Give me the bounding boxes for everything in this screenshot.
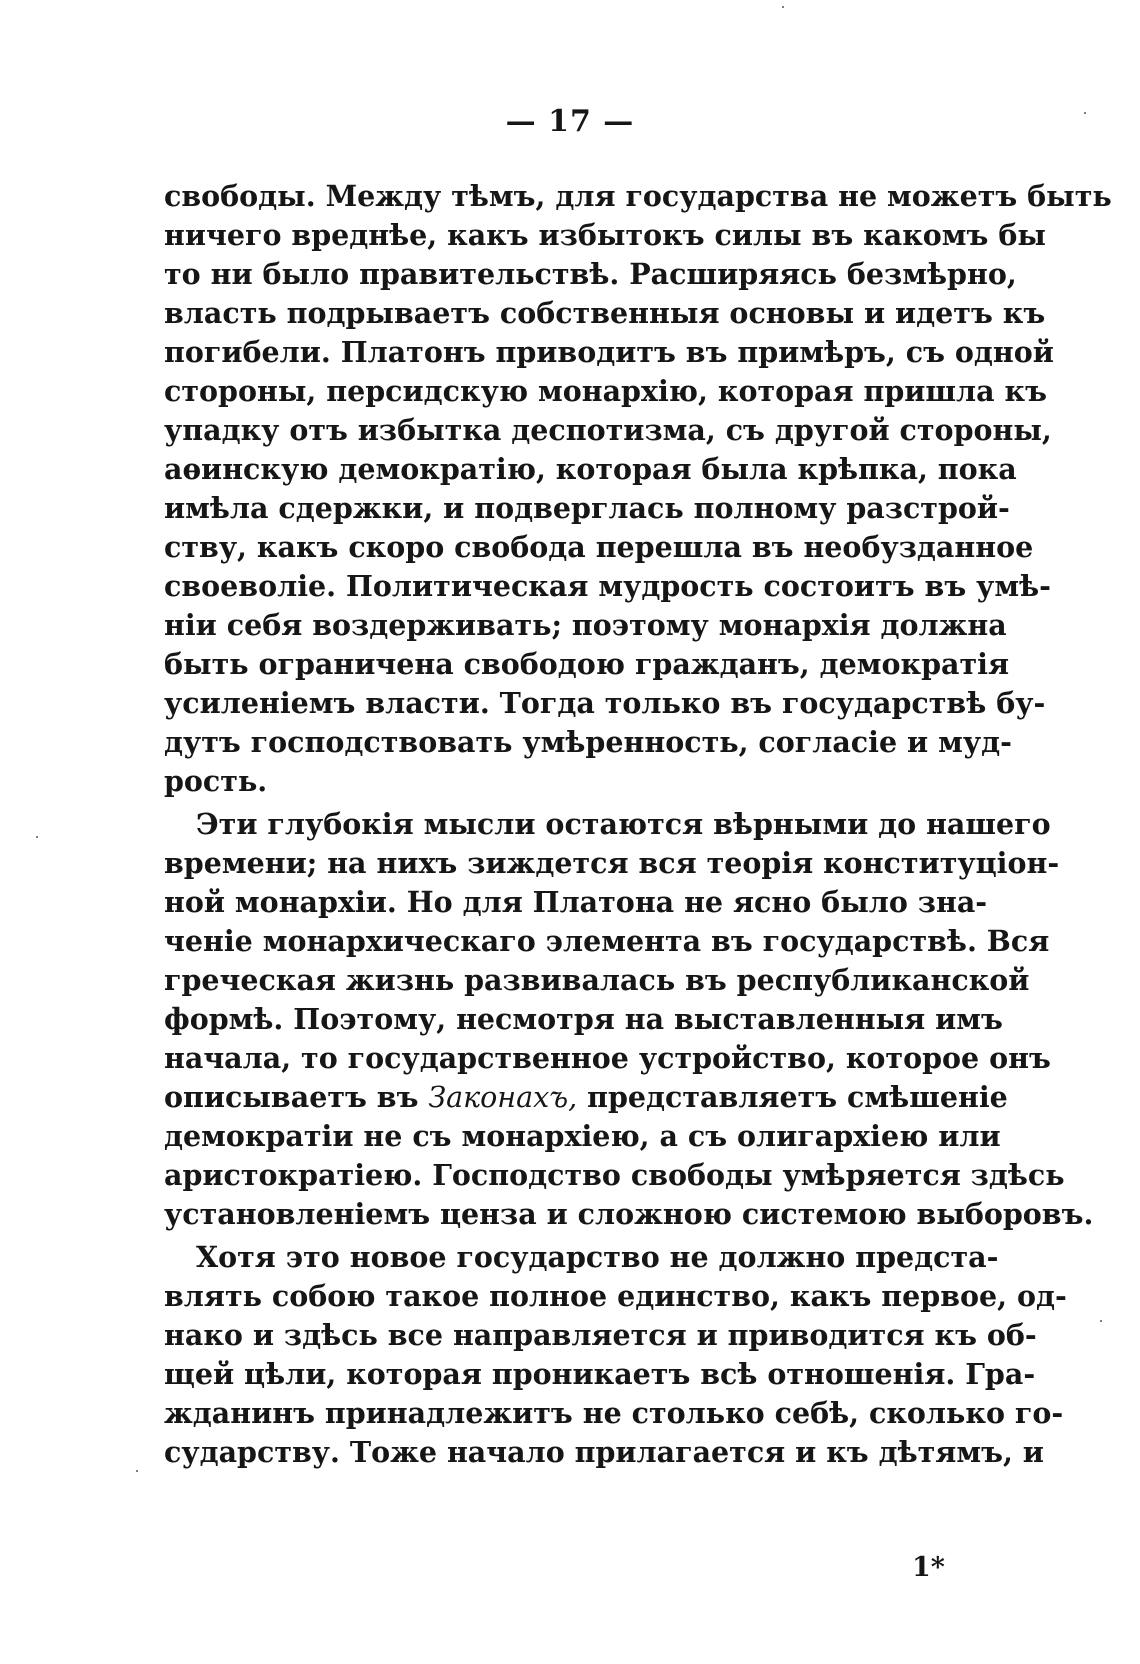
text-line: упадку отъ избытка деспотизма, съ другой стороны, bbox=[164, 413, 1052, 447]
text-line: начала, то государственное устройство, которое онъ bbox=[164, 1041, 1051, 1075]
text-line: дутъ господствовать умѣренность, согласіе и муд- bbox=[164, 725, 1012, 759]
text-line: ству, какъ скоро свобода перешла въ необузданное bbox=[164, 530, 1034, 564]
text-line: ничего вреднѣе, какъ избытокъ силы въ какомъ бы bbox=[164, 218, 1046, 252]
text-segment: представляетъ смѣшеніе bbox=[577, 1080, 1008, 1114]
text-line: установленіемъ ценза и сложною системою выборовъ. bbox=[164, 1197, 1094, 1231]
text-line: быть ограничена свободою гражданъ, демократія bbox=[164, 647, 1010, 681]
text-line: сударству. Тоже начало прилагается и къ дѣтямъ, и bbox=[164, 1435, 1044, 1469]
text-line: то ни было правительствѣ. Расширяясь безмѣрно, bbox=[164, 257, 1017, 291]
italic-title: Законахъ, bbox=[428, 1081, 578, 1114]
text-line: аѳинскую демократію, которая была крѣпка, пока bbox=[164, 452, 1017, 486]
text-line-with-italic bbox=[164, 1078, 1008, 1117]
text-line: погибели. Платонъ приводитъ въ примѣръ, съ одной bbox=[164, 335, 1054, 369]
text-line: щей цѣли, которая проникаетъ всѣ отношенія. Гра- bbox=[164, 1357, 1036, 1391]
text-line: влять собою такое полное единство, какъ первое, од- bbox=[164, 1279, 1067, 1313]
text-line: имѣла сдержки, и подверглась полному разстрой- bbox=[164, 491, 1010, 525]
text-line: формѣ. Поэтому, несмотря на выставленныя имъ bbox=[164, 1002, 1003, 1036]
text-line: Эти глубокія мысли остаются вѣрными до нашего bbox=[196, 807, 1051, 841]
page-number: — 17 — bbox=[505, 104, 635, 139]
text-line: аристократіею. Господство свободы умѣряется здѣсь bbox=[164, 1158, 1065, 1192]
text-line: свободы. Между тѣмъ, для государства не можетъ быть bbox=[164, 179, 1112, 213]
text-line: своеволіе. Политическая мудрость состоитъ въ умѣ- bbox=[164, 569, 1051, 603]
text-line: жданинъ принадлежитъ не столько себѣ, сколько го- bbox=[164, 1396, 1064, 1430]
text-line: ніи себя воздерживать; поэтому монархія должна bbox=[164, 608, 1007, 642]
text-line: ченіе монархическаго элемента въ государствѣ. Вся bbox=[164, 924, 1050, 958]
text-line: демократіи не съ монархіею, а съ олигархіею или bbox=[164, 1119, 1001, 1153]
text-segment: описываетъ въ bbox=[164, 1080, 429, 1114]
scan-speck bbox=[1084, 112, 1086, 114]
paragraph-3 bbox=[164, 1238, 1067, 1472]
body-text bbox=[164, 177, 1112, 1472]
text-line: ной монархіи. Но для Платона не ясно было зна- bbox=[164, 885, 988, 919]
scan-speck bbox=[36, 836, 38, 838]
scan-speck bbox=[782, 6, 784, 8]
text-line: рость. bbox=[164, 764, 268, 798]
scan-speck bbox=[136, 1470, 138, 1472]
scan-speck bbox=[1100, 1320, 1102, 1322]
text-line: Хотя это новое государство не должно предста- bbox=[196, 1240, 999, 1274]
text-line: усиленіемъ власти. Тогда только въ государствѣ бу- bbox=[164, 686, 1046, 720]
signature-mark: 1* bbox=[912, 1552, 945, 1583]
text-line: власть подрываетъ собственныя основы и идетъ къ bbox=[164, 296, 1046, 330]
paragraph-2 bbox=[164, 805, 1094, 1234]
text-line: греческая жизнь развивалась въ республиканской bbox=[164, 963, 1030, 997]
text-line: стороны, персидскую монархію, которая пришла къ bbox=[164, 374, 1047, 408]
paragraph-1 bbox=[164, 177, 1112, 801]
text-line: нако и здѣсь все направляется и приводится къ об- bbox=[164, 1318, 1037, 1352]
text-line: времени; на нихъ зиждется вся теорія конституціон- bbox=[164, 846, 1060, 880]
